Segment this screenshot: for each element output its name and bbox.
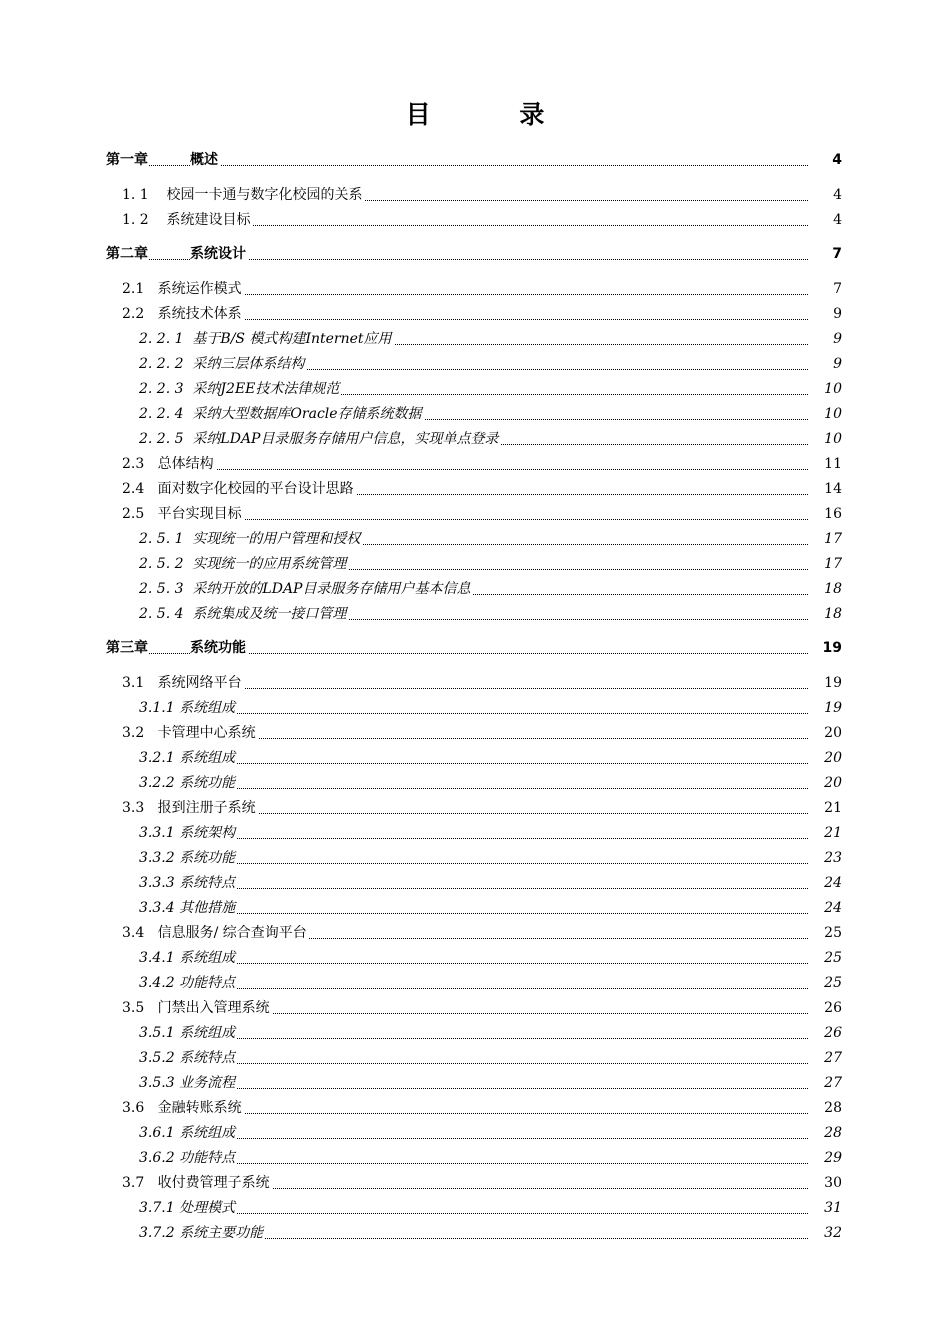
toc-subsection-entry[interactable]	[0, 1072, 950, 1094]
page-number: 20	[810, 747, 842, 769]
toc-subsection-entry[interactable]	[0, 1122, 950, 1144]
dot-leader	[139, 1061, 808, 1064]
page-number: 11	[810, 453, 842, 475]
chapter-number: 第二章	[106, 243, 148, 265]
page-number: 30	[810, 1172, 842, 1194]
toc-section-entry[interactable]	[0, 478, 950, 500]
entry-title: 2.2 系统技术体系	[122, 303, 244, 325]
entry-title: 3.6.2 功能特点	[139, 1147, 237, 1169]
page-number: 20	[810, 772, 842, 794]
dot-leader	[139, 761, 808, 764]
page-number: 9	[810, 353, 842, 375]
toc-section-entry[interactable]	[0, 672, 950, 694]
toc-subsection-entry[interactable]	[0, 603, 950, 625]
entry-title: 2. 2. 3 采纳J2EE技术法律规范	[139, 378, 341, 400]
dot-leader	[139, 1136, 808, 1139]
entry-title: 2. 5. 2 实现统一的应用系统管理	[139, 553, 348, 575]
dot-leader	[139, 986, 808, 989]
entry-title: 3.2 卡管理中心系统	[122, 722, 258, 744]
page-number: 16	[810, 503, 842, 525]
entry-title: 3.5.1 系统组成	[139, 1022, 237, 1044]
toc-chapter-entry[interactable]	[0, 149, 950, 171]
toc-subsection-entry[interactable]	[0, 428, 950, 450]
toc-subsection-entry[interactable]	[0, 697, 950, 719]
page-title: 目 录	[405, 100, 585, 129]
page-number: 27	[810, 1072, 842, 1094]
page-number: 26	[810, 1022, 842, 1044]
page-number: 10	[810, 378, 842, 400]
chapter-number: 第三章	[106, 637, 148, 659]
toc-subsection-entry[interactable]	[0, 822, 950, 844]
entry-title: 3.3 报到注册子系统	[122, 797, 258, 819]
toc-section-entry[interactable]	[0, 797, 950, 819]
toc-section-entry[interactable]	[0, 303, 950, 325]
toc-subsection-entry[interactable]	[0, 353, 950, 375]
chapter-number: 第一章	[106, 149, 148, 171]
entry-title: 1. 2 系统建设目标	[122, 209, 253, 231]
page-number: 28	[810, 1122, 842, 1144]
entry-title: 3.7 收付费管理子系统	[122, 1172, 272, 1194]
toc-section-entry[interactable]	[0, 997, 950, 1019]
toc-subsection-entry[interactable]	[0, 847, 950, 869]
entry-title: 2. 2. 1 基于B/S 模式构建Internet应用	[139, 328, 394, 350]
page-number: 18	[810, 578, 842, 600]
entry-title: 2. 5. 1 实现统一的用户管理和授权	[139, 528, 362, 550]
page-number: 4	[810, 184, 842, 206]
toc-subsection-entry[interactable]	[0, 947, 950, 969]
toc-section-entry[interactable]	[0, 278, 950, 300]
entry-title: 3.6.1 系统组成	[139, 1122, 237, 1144]
entry-title: 系统功能	[190, 637, 248, 659]
entry-title: 3.2.2 系统功能	[139, 772, 237, 794]
entry-title: 系统设计	[190, 243, 248, 265]
entry-title: 3.4 信息服务/ 综合查询平台	[122, 922, 309, 944]
page-number: 26	[810, 997, 842, 1019]
entry-title: 2. 5. 3 采纳开放的LDAP目录服务存储用户基本信息	[139, 578, 472, 600]
entry-title: 3.2.1 系统组成	[139, 747, 237, 769]
page-number: 7	[810, 243, 842, 265]
toc-chapter-entry[interactable]	[0, 637, 950, 659]
toc-subsection-entry[interactable]	[0, 528, 950, 550]
entry-title: 3.1.1 系统组成	[139, 697, 237, 719]
page-number: 25	[810, 947, 842, 969]
entry-title: 2.3 总体结构	[122, 453, 216, 475]
page-number: 25	[810, 972, 842, 994]
page-number: 23	[810, 847, 842, 869]
dot-leader	[139, 711, 808, 714]
page-number: 20	[810, 722, 842, 744]
page-number: 31	[810, 1197, 842, 1219]
toc-subsection-entry[interactable]	[0, 747, 950, 769]
toc-subsection-entry[interactable]	[0, 1197, 950, 1219]
page-number: 24	[810, 897, 842, 919]
entry-title: 3.3.4 其他措施	[139, 897, 237, 919]
toc-subsection-entry[interactable]	[0, 553, 950, 575]
entry-title: 3.1 系统网络平台	[122, 672, 244, 694]
toc-subsection-entry[interactable]	[0, 403, 950, 425]
dot-leader	[139, 836, 808, 839]
page-number: 24	[810, 872, 842, 894]
page-number: 9	[810, 328, 842, 350]
toc-section-entry[interactable]	[0, 209, 950, 231]
entry-title: 2. 5. 4 系统集成及统一接口管理	[139, 603, 348, 625]
dot-leader	[139, 786, 808, 789]
page-number: 9	[810, 303, 842, 325]
page-number: 19	[810, 697, 842, 719]
page-number: 29	[810, 1147, 842, 1169]
entry-title: 3.5 门禁出入管理系统	[122, 997, 272, 1019]
entry-title: 1. 1 校园一卡通与数字化校园的关系	[122, 184, 365, 206]
page-number: 4	[810, 149, 842, 171]
page-number: 19	[810, 672, 842, 694]
entry-title: 概述	[190, 149, 220, 171]
entry-title: 3.7.1 处理模式	[139, 1197, 237, 1219]
dot-leader	[139, 1161, 808, 1164]
toc-subsection-entry[interactable]	[0, 872, 950, 894]
toc-subsection-entry[interactable]	[0, 328, 950, 350]
toc-section-entry[interactable]	[0, 922, 950, 944]
page-number: 10	[810, 403, 842, 425]
dot-leader	[139, 886, 808, 889]
entry-title: 2.5 平台实现目标	[122, 503, 244, 525]
page-number: 21	[810, 797, 842, 819]
page-number: 21	[810, 822, 842, 844]
dot-leader	[139, 1211, 808, 1214]
entry-title: 2.4 面对数字化校园的平台设计思路	[122, 478, 356, 500]
toc-subsection-entry[interactable]	[0, 897, 950, 919]
toc-section-entry[interactable]	[0, 503, 950, 525]
page-number: 28	[810, 1097, 842, 1119]
page-number: 4	[810, 209, 842, 231]
page-number: 27	[810, 1047, 842, 1069]
toc-chapter-entry[interactable]	[0, 243, 950, 265]
entry-title: 3.3.2 系统功能	[139, 847, 237, 869]
toc-subsection-entry[interactable]	[0, 1222, 950, 1244]
entry-title: 3.4.1 系统组成	[139, 947, 237, 969]
toc-subsection-entry[interactable]	[0, 578, 950, 600]
entry-title: 2. 2. 5 采纳LDAP目录服务存储用户信息，实现单点登录	[139, 428, 500, 450]
toc-section-entry[interactable]	[0, 184, 950, 206]
dot-leader	[139, 1036, 808, 1039]
page-number: 7	[810, 278, 842, 300]
dot-leader	[139, 961, 808, 964]
toc-subsection-entry[interactable]	[0, 772, 950, 794]
dot-leader	[139, 1086, 808, 1089]
toc-subsection-entry[interactable]	[0, 1047, 950, 1069]
page-number: 25	[810, 922, 842, 944]
toc-subsection-entry[interactable]	[0, 1147, 950, 1169]
entry-title: 3.3.3 系统特点	[139, 872, 237, 894]
entry-title: 3.6 金融转账系统	[122, 1097, 244, 1119]
page-number: 17	[810, 553, 842, 575]
page-number: 32	[810, 1222, 842, 1244]
page-number: 10	[810, 428, 842, 450]
toc-subsection-entry[interactable]	[0, 378, 950, 400]
dot-leader	[139, 861, 808, 864]
toc-subsection-entry[interactable]	[0, 972, 950, 994]
entry-title: 3.3.1 系统架构	[139, 822, 237, 844]
entry-title: 2. 2. 4 采纳大型数据库Oracle存储系统数据	[139, 403, 424, 425]
entry-title: 2. 2. 2 采纳三层体系结构	[139, 353, 306, 375]
toc-section-entry[interactable]	[0, 453, 950, 475]
page-number: 18	[810, 603, 842, 625]
entry-title: 3.7.2 系统主要功能	[139, 1222, 265, 1244]
toc-subsection-entry[interactable]	[0, 1022, 950, 1044]
entry-title: 3.4.2 功能特点	[139, 972, 237, 994]
entry-title: 3.5.2 系统特点	[139, 1047, 237, 1069]
toc-section-entry[interactable]	[0, 1172, 950, 1194]
toc-section-entry[interactable]	[0, 722, 950, 744]
entry-title: 2.1 系统运作模式	[122, 278, 244, 300]
page-number: 14	[810, 478, 842, 500]
dot-leader	[122, 467, 808, 470]
page-number: 19	[810, 637, 842, 659]
toc-section-entry[interactable]	[0, 1097, 950, 1119]
dot-leader	[139, 911, 808, 914]
page-number: 17	[810, 528, 842, 550]
entry-title: 3.5.3 业务流程	[139, 1072, 237, 1094]
